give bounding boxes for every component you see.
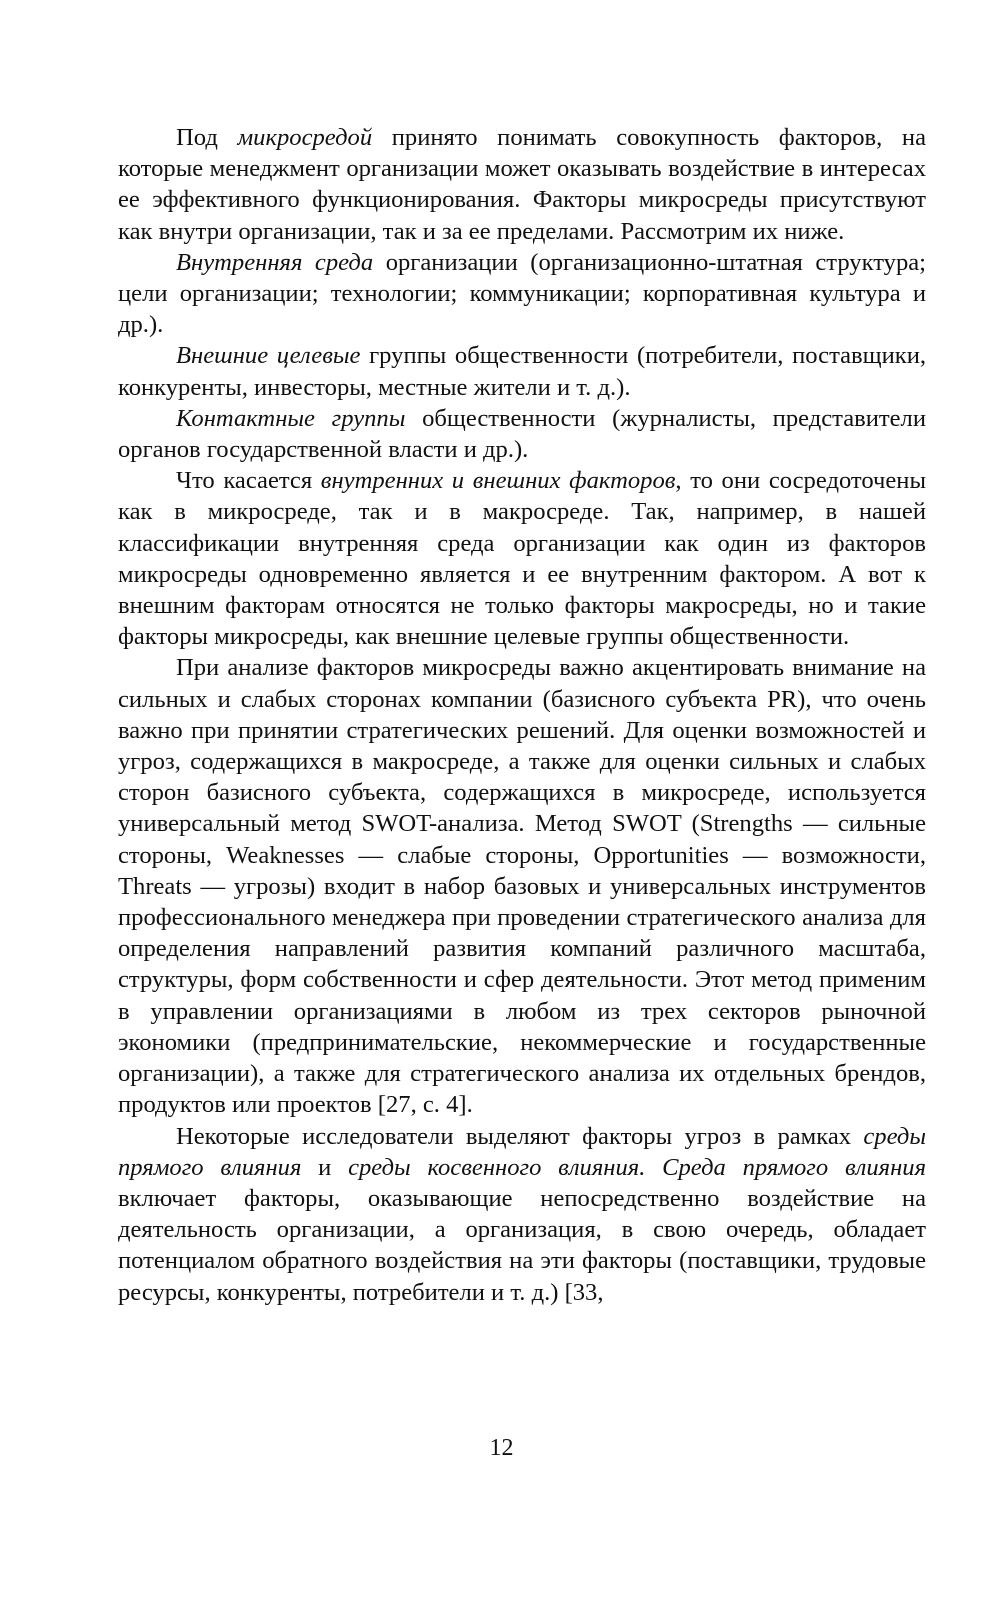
italic-term: Контактные группы <box>176 404 406 432</box>
page-body <box>118 122 926 1308</box>
italic-term: микросредой <box>237 124 373 151</box>
italic-term: среды прямого влияния <box>118 1122 926 1181</box>
paragraph-threat-factors <box>118 1121 926 1308</box>
text-segment: включает факторы, оказывающие непосредственно воздействие на деятельность организации, а организация, в свою очередь, обладает потенциалом обратного воздействия на эти факторы (поставщики, трудовые ресурсы, конкуренты, потребители и т. д.) [33, <box>118 1184 926 1306</box>
paragraph-microenvironment-definition <box>118 122 926 247</box>
text-segment: принято понимать совокупность факторов, на которые менеджмент организации может оказывать воздействие в интересах ее эффективного функционирования. Факторы микросреды присутствуют как внутри организации, так и за ее пределами. Рассмотрим их ниже. <box>118 124 926 245</box>
text-segment: и <box>301 1153 349 1181</box>
text-segment: общественности (журналисты, представители органов государственной власти и др.). <box>118 404 926 464</box>
paragraph-external-target-groups <box>118 340 926 402</box>
italic-term: Внутренняя среда <box>176 248 374 276</box>
text-segment: При анализе факторов микросреды важно акцентировать внимание на сильных и слабых сторонах компании (базисного субъекта PR), что очень важно при принятии стратегических решений. Для оценки возможностей и угроз, содержащихся в макросреде, а также для оценки сильных и слабых сторон базисного субъекта, содержащихся в микросреде, используется универсальный метод SWOT-анализа. Метод SWOT (Strengths — сильные стороны, Weaknesses — слабые стороны, Opportunities — возможности, Threats — угрозы) входит в набор базовых и универсальных инструментов профессионального менеджера при проведении стратегического анализа для определения направлений развития компаний различного масштаба, структуры, форм собственности и сфер деятельности. Этот метод применим в управлении организациями в любом из трех секторов рыночной экономики (предпринимательские, некоммерческие и государственные организации), а также для стратегического анализа их отдельных брендов, продуктов или проектов [27, с. 4]. <box>118 654 926 1119</box>
paragraph-contact-groups <box>118 403 926 465</box>
page-number: 12 <box>489 1435 514 1461</box>
text-segment: Некоторые исследователи выделяют факторы угроз в рамках <box>176 1122 864 1150</box>
italic-term: внутренних и внешних факторов <box>320 467 676 495</box>
paragraph-swot-analysis <box>118 652 926 1120</box>
paragraph-internal-environment <box>118 247 926 341</box>
text-segment: Под <box>176 124 238 151</box>
italic-term: среды косвенного влияния. Среда прямого влияния <box>348 1153 926 1181</box>
italic-term: Внешние целевые <box>176 342 361 370</box>
text-segment: группы общественности (потребители, поставщики, конкуренты, инвесторы, местные жители и т. д.). <box>118 342 926 401</box>
text-segment: , то они сосредоточены как в микросреде, так и в макросреде. Так, например, в нашей классификации внутренняя среда организации как один из факторов микросреды одновременно является и ее внутренним фактором. А вот к внешним факторам относятся не только факторы макросреды, но и такие факторы микросреды, как внешние целевые группы общественности. <box>118 467 926 651</box>
paragraph-internal-external-factors <box>118 465 926 652</box>
text-segment: Что касается <box>176 467 321 495</box>
text-segment: организации (организационно-штатная структура; цели организации; технологии; коммуникации; корпоративная культура и др.). <box>118 248 926 339</box>
